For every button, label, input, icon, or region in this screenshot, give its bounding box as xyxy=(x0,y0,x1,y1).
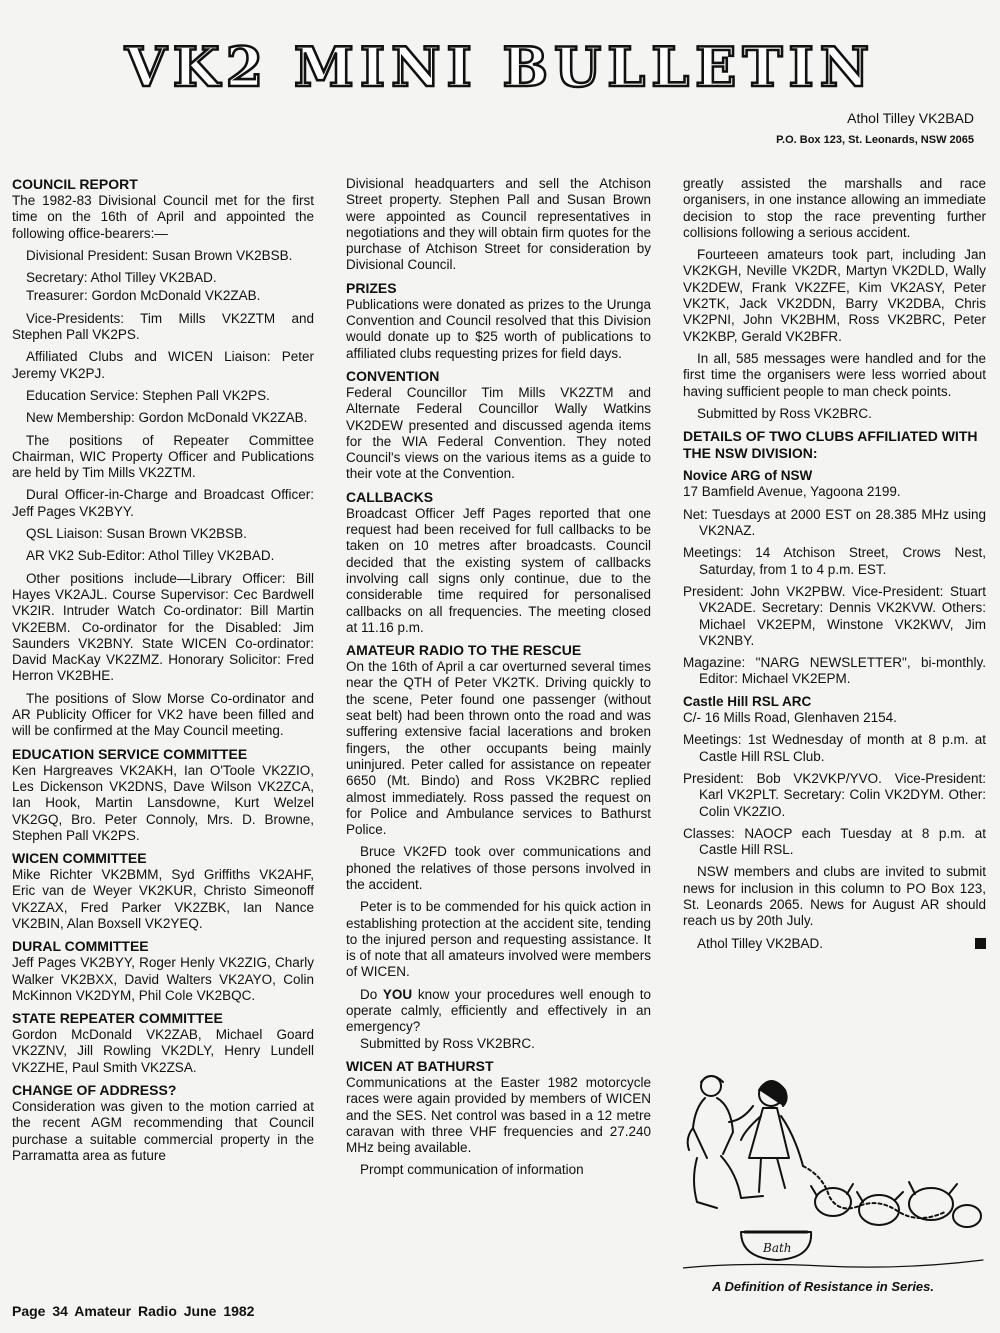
heading-novice-arg: Novice ARG of NSW xyxy=(683,468,813,484)
heading-prizes: PRIZES xyxy=(346,279,397,296)
author-byline: Athol Tilley VK2BAD xyxy=(847,110,974,126)
signoff-name: Athol Tilley VK2BAD. xyxy=(697,935,824,951)
heading-council-report: COUNCIL REPORT xyxy=(12,176,138,192)
paragraph: greatly assisted the marshalls and race organisers, in one instance allowing an immediate decision to stop the race preventing further collisions following a serious accident. xyxy=(683,176,986,240)
paragraph: Bruce VK2FD took over communications and phoned the relatives of those persons involved in the accident. xyxy=(346,844,651,892)
paragraph: AR VK2 Sub-Editor: Athol Tilley VK2BAD. xyxy=(26,548,275,564)
woman-legs xyxy=(759,1158,785,1192)
paragraph: New Membership: Gordon McDonald VK2ZAB. xyxy=(26,410,308,426)
paragraph: Vice-Presidents: Tim Mills VK2ZTM and Stephen Pall VK2PS. xyxy=(12,310,314,343)
paragraph: Meetings: 14 Atchison Street, Crows Nest, Saturday, from 1 to 4 p.m. EST. xyxy=(683,545,986,577)
paragraph: Submitted by Ross VK2BRC. xyxy=(697,405,872,421)
text-run: Do xyxy=(360,986,383,1002)
paragraph: Fourteeen amateurs took part, including Jan VK2KGH, Neville VK2DR, Martyn VK2DLD, Wally VK2DEW, Frank VK2ZFE, Kim VK2ASY, Peter VK2TK, Jack VK2DDN, Barry VK2DBA, Chris VK2PNI, John VK2BHM, Ross VK2BRC, Peter VK2KBP, Gerald VK2BFR. xyxy=(683,247,986,344)
paragraph: Broadcast Officer Jeff Pages reported that one request had been received for full callbacks to be taken on 10 metres after broadcasts. Council decided that the existing system of callbacks involving call signs only continue, due to the considerable time required for personalised callbacks on all frequencies. The meeting closed at 11.16 p.m. xyxy=(346,505,651,635)
paragraph: President: John VK2PBW. Vice-President: Stuart VK2ADE. Secretary: Dennis VK2KVW. Others: Michael VK2EPM, Winstone VK2KWV, Jim VK2NBY. xyxy=(683,583,986,648)
heading-repeater-committee: STATE REPEATER COMMITTEE xyxy=(12,1010,223,1027)
paragraph: Gordon McDonald VK2ZAB, Michael Goard VK2ZNV, Jill Rowling VK2DLY, Henry Lundell VK2ZHE, Paul Smith VK2ZSA. xyxy=(12,1027,314,1075)
paragraph: Communications at the Easter 1982 motorcycle races were again provided by members of WICEN and the SES. Net control was based in a 12 metre caravan with three VHF frequencies and 27.240 MHz being available. xyxy=(346,1074,651,1156)
signoff xyxy=(683,936,986,952)
bathtub-label: Bath xyxy=(763,1241,792,1255)
paragraph: In all, 585 messages were handled and for the first time the organisers were less worried about having sufficient people to man check points. xyxy=(683,350,986,399)
bulletin-title: VK2 MINI BULLETIN xyxy=(124,35,876,99)
paragraph: The positions of Repeater Committee Chairman, WIC Property Officer and Publications are held by Tim Mills VK2ZTM. xyxy=(12,432,314,481)
heading-convention: CONVENTION xyxy=(346,367,440,384)
heading-clubs-affiliated: DETAILS OF TWO CLUBS AFFILIATED WITH THE NSW DIVISION: xyxy=(683,428,978,462)
paragraph: Magazine: "NARG NEWSLETTER", bi-monthly. Editor: Michael VK2EPM. xyxy=(683,655,986,687)
paragraph: On the 16th of April a car overturned several times near the QTH of Peter VK2TK. Driving quickly to the scene, Peter found one passenger (without seat belt) had been thrown onto the road and was suffering extensive facial lacerations and broken fingers, the other occupants being mainly uninjured. Peter called for assistance on repeater 6650 (Mt. Bindo) and Ross VK2BRC replied almost immediately. Ross passed the request on for Police and Ambulance services to Bathurst Police. xyxy=(346,659,651,838)
end-mark-icon xyxy=(975,938,986,949)
emphasis-you: YOU xyxy=(382,986,413,1002)
dog-2 xyxy=(859,1195,899,1225)
paragraph: Treasurer: Gordon McDonald VK2ZAB. xyxy=(26,288,261,304)
heading-callbacks: CALLBACKS xyxy=(346,488,434,505)
paragraph: Secretary: Athol Tilley VK2BAD. xyxy=(26,270,217,286)
dog-4 xyxy=(953,1205,981,1227)
paragraph: C/- 16 Mills Road, Glenhaven 2154. xyxy=(683,710,897,726)
heading-rescue: AMATEUR RADIO TO THE RESCUE xyxy=(346,642,582,659)
paragraph: Federal Councillor Tim Mills VK2ZTM and Alternate Federal Councillor Wally Watkins VK2DEW presented and discussed agenda items for the WIA Federal Convention. They noted Council's views on the various items as a guide to their vote at the Convention. xyxy=(346,384,651,482)
paragraph: Submitted by Ross VK2BRC. xyxy=(360,1035,535,1051)
paragraph: Meetings: 1st Wednesday of month at 8 p.m. at Castle Hill RSL Club. xyxy=(683,732,986,764)
paragraph: Jeff Pages VK2BYY, Roger Henly VK2ZIG, Charly Walker VK2BXX, David Walters VK2AYO, Colin McKinnon VK2DYM, Phil Cole VK2BQC. xyxy=(12,955,314,1003)
paragraph: Net: Tuesdays at 2000 EST on 28.385 MHz using VK2NAZ. xyxy=(683,506,986,539)
paragraph: Consideration was given to the motion carried at the recent AGM recommending that Council purchase a suitable commercial property in the Parramatta area as future xyxy=(12,1099,314,1163)
paragraph: Dural Officer-in-Charge and Broadcast Officer: Jeff Pages VK2BYY. xyxy=(12,487,314,519)
heading-education-committee: EDUCATION SERVICE COMMITTEE xyxy=(12,745,248,762)
paragraph: Ken Hargreaves VK2AKH, Ian O'Toole VK2ZIO, Les Dickenson VK2DNS, Dave Wilson VK2ZCA, Ian Hook, Martin Lansdowne, Kurt Welzel VK2GQ, Bro. Peter Connoly, Mrs. D. Browne, Stephen Pall VK2PS. xyxy=(12,762,314,843)
leash xyxy=(803,1166,945,1218)
paragraph: Affiliated Clubs and WICEN Liaison: Peter Jeremy VK2PJ. xyxy=(12,349,314,381)
dog-3 xyxy=(909,1188,953,1220)
cartoon-caption: A Definition of Resistance in Series. xyxy=(711,1279,934,1294)
column-1 xyxy=(12,176,314,1291)
man-arms xyxy=(688,1106,753,1150)
paragraph: Other positions include—Library Officer: Bill Hayes VK2AJL. Course Supervisor: Cec Bardwell VK2IR. Intruder Watch Co-ordinator: Bill Martin VK2EBM. Co-ordinator for the Disabled: Jim Saunders VK2BNY. State WICEN Co-ordinator: David MacKay VK2ZMZ. Honorary Solicitor: Fred Herron VK2BHE. xyxy=(12,570,314,684)
paragraph: Mike Richter VK2BMM, Syd Griffiths VK2AHF, Eric van de Weyer VK2KUR, Christo Simeonoff VK2ZAX, Fred Parker VK2ZBK, Ian Nance VK2BIN, Alan Boxsell VK2YEQ. xyxy=(12,867,314,931)
paragraph xyxy=(346,987,651,1036)
paragraph: The 1982-83 Divisional Council met for the first time on the 16th of April and appointed the following office-bearers:— xyxy=(12,193,314,241)
man-torso xyxy=(693,1098,733,1158)
heading-wicen-bathurst: WICEN AT BATHURST xyxy=(346,1057,494,1074)
column-2 xyxy=(346,176,651,1291)
heading-wicen-committee: WICEN COMMITTEE xyxy=(12,850,147,867)
paragraph: Peter is to be commended for his quick action in establishing protection at the accident site, tending to the injured person and requesting assistance. It is of note that all amateurs involved were members of WICEN. xyxy=(346,899,651,980)
paragraph: The positions of Slow Morse Co-ordinator and AR Publicity Officer for VK2 have been filled and will be confirmed at the May Council meeting. xyxy=(12,690,314,739)
ground-line xyxy=(683,1260,983,1268)
paragraph: QSL Liaison: Susan Brown VK2BSB. xyxy=(26,526,247,542)
page-footer: Page 34 Amateur Radio June 1982 xyxy=(12,1303,255,1319)
paragraph: President: Bob VK2VKP/YVO. Vice-President: Karl VK2PLT. Secretary: Colin VK2DYM. Other: Colin VK2ZIO. xyxy=(683,770,986,819)
man-legs xyxy=(694,1156,763,1208)
paragraph: NSW members and clubs are invited to submit news for inclusion in this column to PO Box 123, St. Leonards 2065. News for August AR should reach us by 20th July. xyxy=(683,864,986,929)
paragraph: Divisional headquarters and sell the Atchison Street property. Stephen Pall and Susan Brown were appointed as Council representatives in negotiations and they will obtain firm quotes for the purchase of Atchison Street for consideration by Divisional Council. xyxy=(346,176,651,273)
cartoon-illustration xyxy=(683,1072,986,1272)
author-address: P.O. Box 123, St. Leonards, NSW 2065 xyxy=(776,134,974,146)
paragraph: 17 Bamfield Avenue, Yagoona 2199. xyxy=(683,484,901,500)
paragraph: Education Service: Stephen Pall VK2PS. xyxy=(26,387,270,403)
paragraph: Classes: NAOCP each Tuesday at 8 p.m. at Castle Hill RSL. xyxy=(683,825,986,858)
paragraph: Divisional President: Susan Brown VK2BSB. xyxy=(26,247,293,263)
woman-dress xyxy=(749,1108,789,1158)
heading-dural-committee: DURAL COMMITTEE xyxy=(12,938,149,955)
heading-change-of-address: CHANGE OF ADDRESS? xyxy=(12,1082,177,1099)
paragraph: Prompt communication of information xyxy=(360,1162,584,1178)
heading-castle-hill: Castle Hill RSL ARC xyxy=(683,693,812,709)
paragraph: Publications were donated as prizes to the Urunga Convention and Council resolved that this Division would donate up to $25 worth of publications to affiliated clubs requesting prizes for field days. xyxy=(346,296,651,361)
text-run: know your procedures well enough to operate calmly, efficiently and effectively in an emergency? xyxy=(346,986,651,1035)
